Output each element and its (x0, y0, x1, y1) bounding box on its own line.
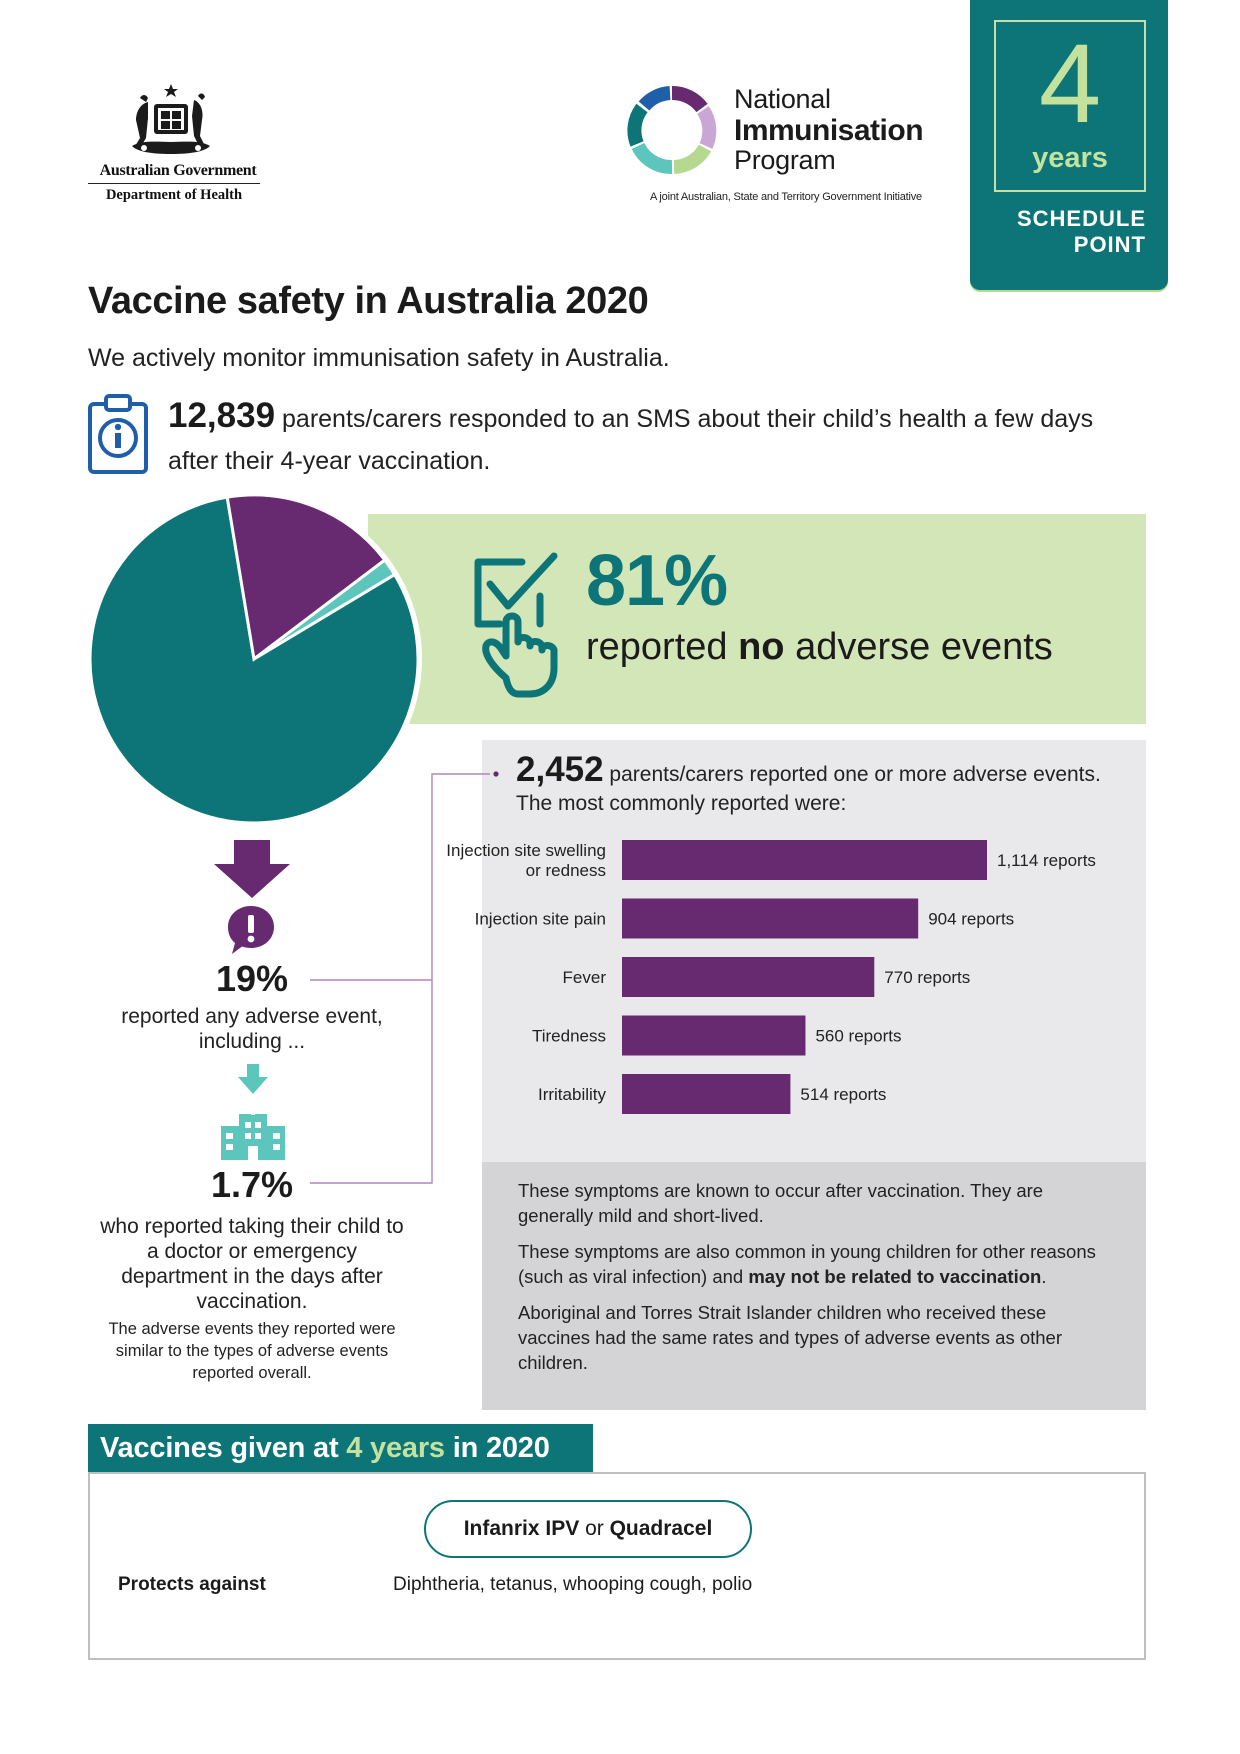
small-arrow-down-icon (238, 1064, 268, 1094)
bar-value-2: 904 reports (928, 909, 1015, 929)
vaccine-or: or (579, 1517, 610, 1540)
schedule-number: 4 (1038, 21, 1102, 146)
doctor-percent: 1.7% (210, 1164, 294, 1205)
bar-label-1: Injection site swelling or redness (446, 841, 606, 880)
nip-subtitle: A joint Australian, State and Territory Government Initiative (650, 191, 922, 203)
gov-name: Australian Government (99, 162, 257, 179)
no-adverse-text-post: adverse events (784, 626, 1053, 668)
nip-title-line-2: Immunisation (734, 114, 924, 147)
coat-of-arms-icon (118, 82, 224, 162)
symptom-notes (518, 1178, 1118, 1386)
vaccines-heading-highlight: 4 years (346, 1432, 445, 1464)
hospital-icon (221, 1102, 285, 1160)
checkbox-hand-icon (470, 550, 570, 700)
symptom-note-2 (518, 1239, 1118, 1289)
page-subtitle: We actively monitor immunisation safety in Australia. (88, 344, 670, 372)
pie-chart (86, 491, 422, 827)
gov-divider (88, 183, 260, 184)
bar-label-2: Injection site pain (474, 909, 606, 929)
page-title: Vaccine safety in Australia 2020 (88, 280, 649, 322)
diseases-list: Diphtheria, tetanus, whooping cough, polio (393, 1574, 753, 1595)
vaccines-heading-pre: Vaccines given at (100, 1432, 347, 1464)
bar-value-5: 514 reports (800, 1085, 887, 1104)
no-adverse-text-bold: no (738, 626, 785, 668)
symptom-note-2-pre: These symptoms are also common in young children for other reasons (such as viral infection) and (518, 1241, 1096, 1287)
symptom-note-2-bold: may not be related to vaccination (748, 1266, 1042, 1287)
sms-count: 12,839 (168, 396, 276, 435)
no-adverse-text-pre: reported (586, 626, 739, 668)
vaccine-b: Quadracel (609, 1517, 713, 1540)
doctor-note: The adverse events they reported were similar to the types of adverse events reported overall. (108, 1320, 396, 1382)
arrow-down-icon (214, 840, 290, 898)
any-adverse-percent: 19% (215, 958, 289, 999)
bar-value-3: 770 reports (884, 968, 971, 987)
bar-label-5: Irritability (537, 1085, 606, 1104)
adverse-count: 2,452 (516, 750, 604, 789)
bar-value-1: 1,114 reports (997, 851, 1096, 870)
no-adverse-percent: 81% (586, 541, 728, 621)
symptom-note-1: These symptoms are known to occur after vaccination. They are generally mild and short-lived. (518, 1180, 1044, 1226)
bar-1 (622, 840, 987, 880)
symptom-note-2-post: . (1041, 1266, 1047, 1287)
schedule-label-line-1: SCHEDULE (1016, 206, 1146, 231)
nip-title-line-3: Program (734, 145, 836, 175)
symptom-note-3: Aboriginal and Torres Strait Islander children who received these vaccines had the same rates and types of adverse events as other children. (518, 1302, 1063, 1373)
bar-2 (622, 899, 918, 939)
gov-dept: Department of Health (105, 187, 243, 203)
nip-logo-icon (628, 86, 716, 174)
doctor-text: who reported taking their child to a doctor or emergency department in the days after vaccination. (100, 1215, 404, 1313)
adverse-events-bar-chart (446, 840, 1146, 1130)
schedule-unit: years (1032, 142, 1108, 174)
adverse-summary (516, 750, 1126, 818)
vaccine-a: Infanrix IPV (463, 1517, 580, 1540)
vaccine-names-pill (424, 1500, 752, 1558)
protects-label: Protects against (118, 1574, 266, 1595)
vaccines-heading (100, 1432, 550, 1465)
vaccines-heading-post: in 2020 (444, 1432, 550, 1464)
clipboard-info-icon (86, 390, 150, 476)
bar-label-4: Tiredness (531, 1026, 606, 1046)
bar-value-4: 560 reports (815, 1026, 902, 1046)
bar-5 (622, 1074, 790, 1114)
sms-stat (168, 395, 1108, 482)
schedule-label-line-2: POINT (1073, 232, 1146, 257)
any-adverse-text: reported any adverse event, including ... (121, 1005, 383, 1053)
schedule-label (994, 206, 1146, 258)
no-adverse-text (586, 626, 1053, 669)
bar-label-3: Fever (562, 968, 606, 987)
sms-text: parents/carers responded to an SMS about their child’s health a few days after their 4-year vaccination. (168, 405, 1094, 475)
nip-title-line-1: National (734, 84, 831, 114)
bar-3 (622, 957, 874, 997)
adverse-summary-text: parents/carers reported one or more adverse events. The most commonly reported were: (516, 763, 1101, 815)
bar-4 (622, 1016, 805, 1056)
alert-bubble-icon (226, 904, 276, 956)
